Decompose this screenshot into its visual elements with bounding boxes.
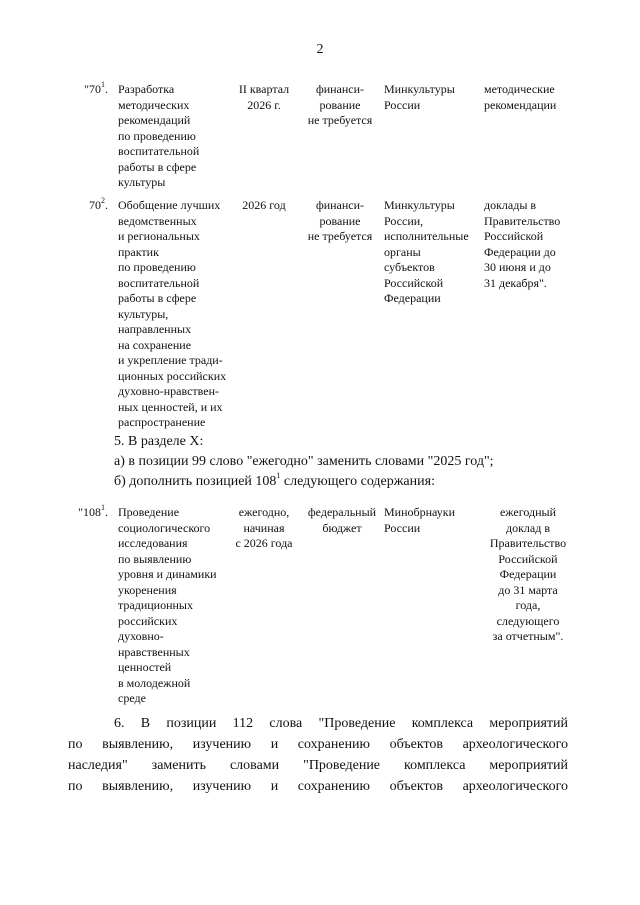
section-item-b: б) дополнить позицией $108^1$ следующего содержания: — [114, 471, 435, 489]
row-result: методические рекомендации — [484, 82, 557, 112]
row-activity: Проведение социологического исследования по выявлению уровня и динамики укоренения традиционных российских духовно- нравственных ценностей в молодежной среде — [118, 505, 217, 705]
section-heading: 5. В разделе X: — [114, 434, 204, 449]
section-item-a: а) в позиции 99 слово "ежегодно" заменить словами "2025 год"; — [114, 454, 494, 469]
row-funding: финанси- рование не требуется — [307, 198, 373, 243]
row-result: ежегодный доклад в Правительство Российской Федерации до 31 марта года, следующего за отчетным". — [489, 505, 567, 643]
page-number: 2 — [316, 42, 324, 57]
row-result: доклады в Правительство Российской Федерации до 30 июня и до 31 декабря". — [484, 198, 561, 290]
row-activity: Обобщение лучших ведомственных и региональных практик по проведению воспитательной работы в сфере культуры, направленных на сохранение и укрепление тради- ционных российских духовно-нравствен- ных ценностей, и их распространение — [118, 198, 227, 429]
paragraph-line: 6. В позиции 112 слова "Проведение комплекса мероприятий — [114, 716, 568, 731]
row-funding: финанси- рование не требуется — [307, 82, 373, 127]
row-number: "$108^1$. — [78, 503, 108, 519]
paragraph-line: по выявлению, изучению и сохранению объектов археологического — [68, 737, 568, 752]
row-responsible: Минкультуры России, исполнительные органы субъектов Российской Федерации — [384, 198, 469, 305]
row-responsible: Минобрнауки России — [384, 505, 456, 535]
row-number: "$70^1$. — [84, 80, 108, 96]
row-deadline: II квартал 2026 г. — [238, 82, 290, 112]
row-funding: федеральный бюджет — [307, 505, 377, 535]
row-deadline: 2026 год — [242, 198, 286, 212]
paragraph-line: наследия" заменить словами "Проведение комплекса мероприятий — [68, 758, 568, 773]
row-activity: Разработка методических рекомендаций по проведению воспитательной работы в сфере культуры — [118, 82, 200, 189]
row-responsible: Минкультуры России — [384, 82, 455, 112]
row-number: $70^2$. — [89, 196, 108, 212]
paragraph-line: по выявлению, изучению и сохранению объектов археологического — [68, 779, 568, 794]
row-deadline: ежегодно, начиная с 2026 года — [235, 505, 293, 550]
